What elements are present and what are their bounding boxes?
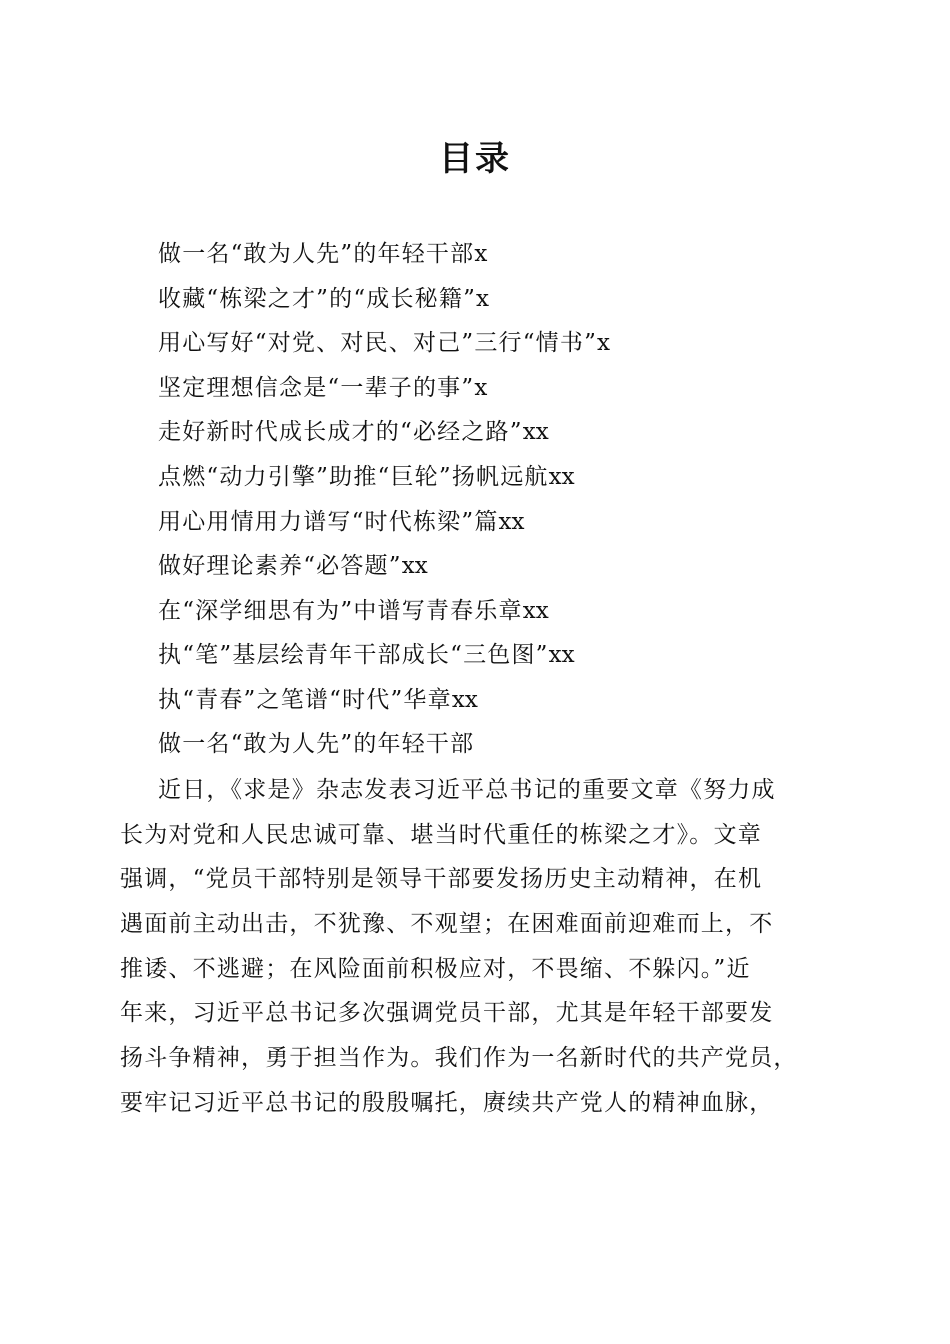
toc-item[interactable]	[158, 232, 878, 277]
paragraph-line: 近日，《求是》杂志发表习近平总书记的重要文章《努力成	[158, 777, 776, 803]
toc-item[interactable]	[158, 277, 878, 322]
toc-item-page: xx	[548, 463, 575, 490]
toc-item[interactable]	[158, 500, 878, 545]
toc-item-page: x	[474, 241, 488, 267]
toc-item-page: xx	[498, 508, 525, 535]
section-heading: 做一名“敢为人先”的年轻干部	[158, 731, 475, 757]
toc-item[interactable]	[158, 589, 878, 634]
toc-item[interactable]	[158, 633, 878, 678]
toc-item-title: 收藏“栋梁之才”的“成长秘籍”	[158, 285, 477, 312]
toc-item-title: 执“笔”基层绘青年干部成长“三色图”	[158, 642, 549, 669]
toc-item[interactable]	[158, 455, 878, 500]
toc-item-title: 做一名“敢为人先”的年轻干部	[158, 241, 475, 267]
toc-item-title: 做好理论素养“必答题”	[158, 553, 402, 580]
paragraph-line: 遇面前主动出击，不犹豫、不观望；在困难面前迎难而上，不	[120, 911, 774, 938]
toc-item-page: xx	[548, 642, 575, 669]
paragraph-line: 强调，“党员干部特别是领导干部要发扬历史主动精神，在机	[120, 866, 763, 893]
toc-item-page: xx	[522, 419, 549, 446]
table-of-contents	[158, 232, 878, 723]
body-paragraph	[120, 768, 840, 1126]
toc-item[interactable]	[158, 321, 878, 366]
toc-item-page: xx	[522, 597, 549, 624]
paragraph-line: 要牢记习近平总书记的殷殷嘱托，赓续共产党人的精神血脉，	[120, 1089, 774, 1116]
toc-item-title: 走好新时代成长成才的“必经之路”	[158, 419, 523, 446]
toc-item[interactable]	[158, 544, 878, 589]
toc-item-page: xx	[451, 686, 478, 713]
toc-item-title: 点燃“动力引擎”助推“巨轮”扬帆远航	[158, 463, 549, 490]
paragraph-line: 长为对党和人民忠诚可靠、堪当时代重任的栋梁之才》。文章	[120, 821, 762, 848]
toc-item-title: 坚定理想信念是“一辈子的事”	[158, 374, 475, 401]
toc-item[interactable]	[158, 678, 878, 723]
paragraph-line: 推诿、不逃避；在风险面前积极应对，不畏缩、不躲闪。”近	[120, 955, 751, 982]
paragraph-line: 扬斗争精神，勇于担当作为。我们作为一名新时代的共产党员，	[120, 1045, 798, 1072]
toc-item-title: 执“青春”之笔谱“时代”华章	[158, 686, 452, 713]
paragraph-line: 年来，习近平总书记多次强调党员干部，尤其是年轻干部要发	[120, 1000, 774, 1027]
toc-item-page: x	[476, 285, 490, 312]
page-title: 目录	[439, 139, 511, 179]
toc-item-page: x	[597, 330, 611, 357]
toc-item[interactable]	[158, 366, 878, 411]
toc-item-title: 用心写好“对党、对民、对己”三行“情书”	[158, 330, 598, 357]
toc-item-title: 在“深学细思有为”中谱写青春乐章	[158, 597, 523, 624]
toc-item-page: xx	[401, 553, 428, 580]
toc-item-title: 用心用情用力谱写“时代栋梁”篇	[158, 508, 499, 535]
toc-item-page: x	[474, 374, 488, 401]
toc-item[interactable]	[158, 410, 878, 455]
